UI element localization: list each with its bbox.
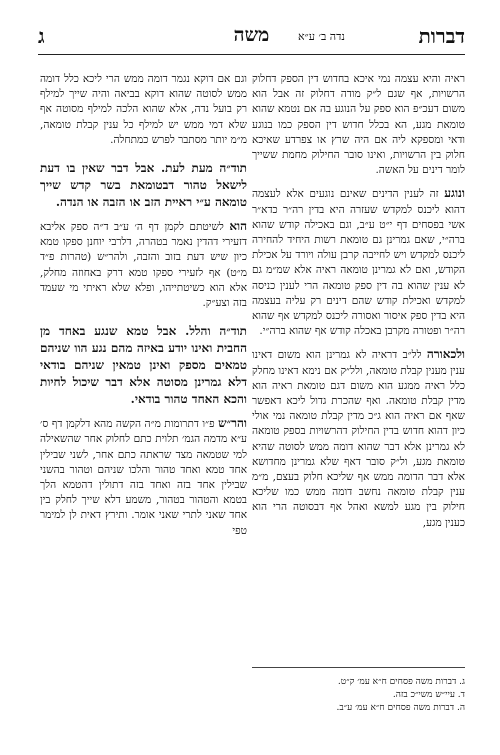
page-header [38,20,465,55]
lead-word: הוא [229,219,247,234]
right-column [252,72,465,539]
header-author: משה [233,24,270,46]
paragraph-text: לל״ב דראיה לא גמרינן הוא משום דאינו ענין מענין קבלת טומאה, ולל״ק אם נימא דאינו מחלק כלל ראיה ממגע הוא משום דגם טומאת ראיה הוא מדין קבלת טומאה. ואף שהכרת גדול ליכא דאפשר שאף אם ראיה הוא ג״כ מדין קבלת טומאה נמי אולי כיון דהוא חדוש בדין החילוק דהרשויות בספק טומאה לא גמרינן אלא דבר שהוא דומה ממש לסוטה שהיא טומאת מגע, ול״ק סובר דאף שלא גמרינן מחדושא אלא דבר הדומה ממש אף שליכא חלוק בעצם, מ״מ ענין קבלת טומאה נחשב דומה ממש כמו שליכא חילוק בין מגע למשא ואהל אף דבסוטה הרי הוא כענין מגע, [252,349,465,529]
lead-word: והר״ש [218,416,247,431]
left-column [40,72,247,547]
paragraph: וגם אם דוקא נגמר דומה ממש הרי ליכא כלל דומה ממש לסוטה שהוא דוקא בביאה והיה שייך למילף רק בועל נדה, אלא שהוא הלכה למילף מסוטה אף שלא דמי ממש יש למילף כל ענין קבלת טומאה, מ״מ יותר מסתבר לפרש כמתחלה. [40,73,247,146]
paragraph [40,219,247,311]
footnote: ד. עיי״ש משי״כ בזה. [392,690,465,700]
paragraph-text: פ״ו דתרומות מ״ה הקשה מהא דלקמן דף ס׳ ע״א מדמה הגמ׳ תלוית כתם לחלוק אחר שהשאילה למי שטמאה מצד שראתה כתם אחר, לשני שבילין אחד טמא ואחד טהור והלכו שניהם וטהור בהשני שבילין אחד בזה ואחד בזה דתולין דהטמא הלך בטמא והטהור בטהור, משמע דלא שייך לחלק בין אחד שאני לתרי שאני אומר. ותירץ דאית לן למימר טפי [40,418,247,537]
footnotes [252,667,465,715]
header-tractate-ref: נדה ב׳ ע״א [297,30,345,43]
lead-word: ונוגע [444,186,465,201]
paragraph-text: זה לענין הדינים שאינם נוגעים אלא לעצמה דהוא ליכנס למקדש שעזרה היא בדין רה״ר כדא״ר אשי בפסחים דף י״ט ע״ב, וגם באכילה קודש שהוא ברה״י, שאם גמרינן גם טומאת רשות היחיד להחירה ליכנס למקדש ויש לחייבה קרבן עולה ויורד על אכילת הקודש, ואם לא גמרינן טומאה ראיה אלא שמ״מ גם לא ענין שהוא בה דין ספק טומאה הרי לענין כניסה למקדש ואכילת קודש שהם דינים רק עליה בעצמה היא בדין ספק איסור ואסורה ליכנס למקדש אף שהוא רה״ר ופטורה מקרבן באכלה קודש אף שהוא ברה״י. [252,188,465,338]
tosafot-heading: תוד״ה והלל. אבל טמא שנגע באחד מן החבית ואינו יודע באיזה מהם נגע הוו שניהם טמאים מספק ואינן טמאין שניהם בודאי דלא גמרינן מסוטה אלא דבר שיכול לחיות והכא האחד טהור בודאי. [40,324,247,407]
paragraph: ראיה והיא עצמה נמי איכא בחדוש דין הספק דחלוק הרשויות, אף שגם ל״ק מודה דחלוק זה אבל הוא משום דעכ״פ הוא ספק על הנוגע בה אם נטמא שהוא טומאת מגע, הא בכלל חדוש דין הספק כמו בנוגע ודאי ומספקא ליה אם היה שרץ או צפרדע שאיכא חלוק בין הרשויות, ואינו סובר החילוק מחמת ששייך לומר דינים על האשה. [252,73,465,177]
footnote: ה. דברות משה פסחים ח״א עמ׳ ע״ב. [336,703,465,713]
header-book-title: דברות [418,24,465,48]
paragraph [252,347,465,530]
paragraph [40,416,247,539]
footnote: ג. דברות משה פסחים ח״א עמ׳ ק״ט. [337,677,465,687]
tosafot-heading: תוד״ה מעת לעת. אבל דבר שאין בו דעת לישאל טהור דבטומאת בשר קדש שייך טומאה ע״י ראיית הזב או הזבה או הנדה. [40,161,247,210]
paragraph [252,186,465,339]
header-page-number: ג [38,24,45,48]
paragraph-text: לשיטתם לקמן דף ה׳ ע״ב ד״ה ספק אליבא דזעירי דהדין נאמר בטהרה, דלרבי יוחנן ספקו טמא כיון שיש דעת בזוב והזבה, ולהר״ש (טהרות פ״ד מ״ט) אף לזעירי ספקו טמא דרק באחוזה מחלק, אלא הוא כשיטתייהו, ופלא שלא ראיתי מי שעמד בזה וצע״ק. [40,221,247,310]
lead-word: ולכאורה [426,347,465,362]
